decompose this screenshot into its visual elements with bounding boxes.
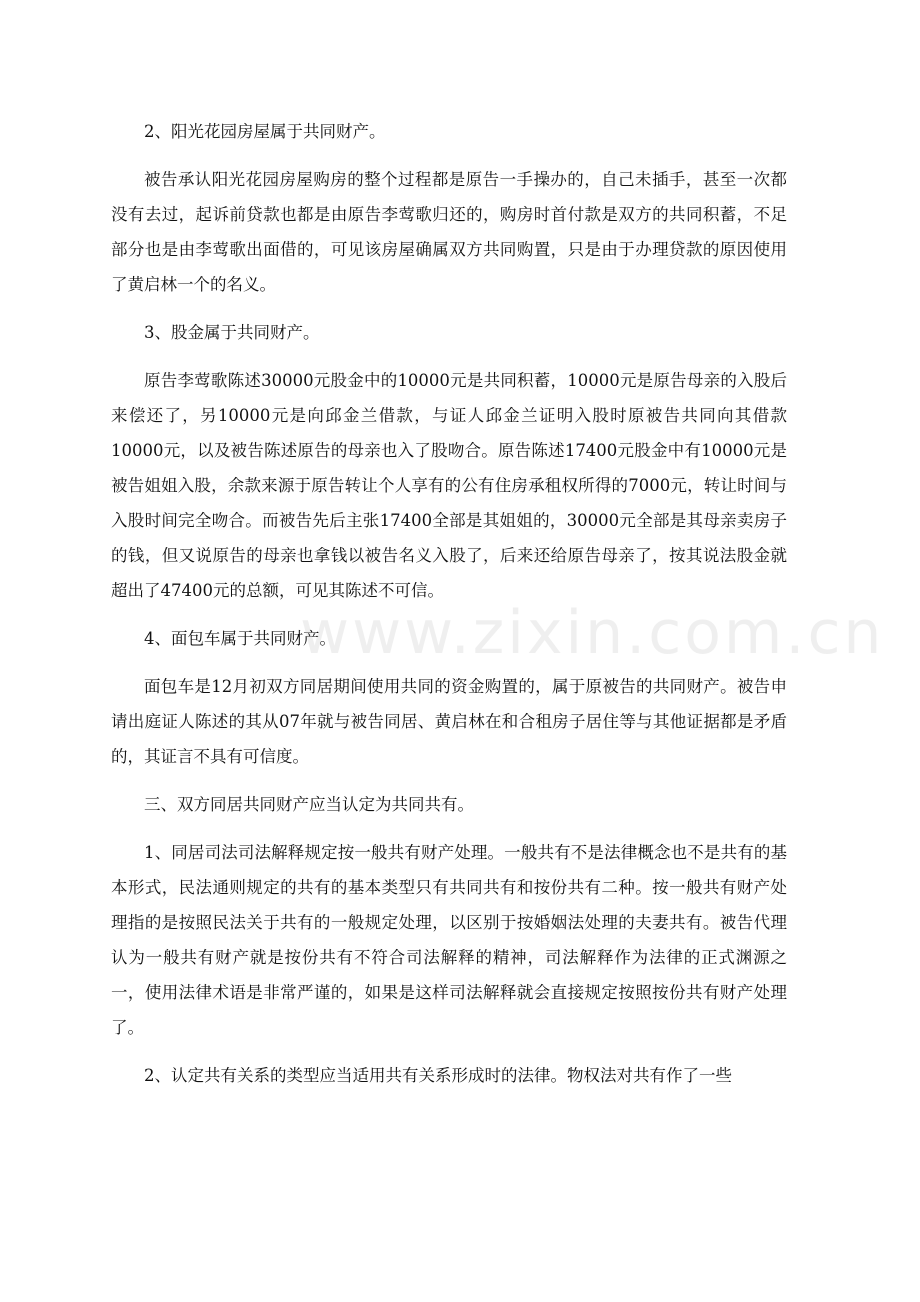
body-paragraph: 1、同居司法司法解释规定按一般共有财产处理。一般共有不是法律概念也不是共有的基本形式，民法通则规定的共有的基本类型只有共同共有和按份共有二种。按一般共有财产处理指的是按照民法关于共有的一般规定处理，以区别于按婚姻法处理的夫妻共有。被告代理认为一般共有财产就是按份共有不符合司法解释的精神，司法解释作为法律的正式渊源之一，使用法律术语是非常严谨的，如果是这样司法解释就会直接规定按照按份共有财产处理了。 xyxy=(111,843,787,1037)
body-paragraph: 2、认定共有关系的类型应当适用共有关系形成时的法律。物权法对共有作了一些 xyxy=(144,1066,732,1085)
heading-paragraph-3: 3、股金属于共同财产。 xyxy=(144,323,320,342)
heading-paragraph-4: 4、面包车属于共同财产。 xyxy=(144,629,336,648)
document-body xyxy=(111,114,787,1106)
section-heading-3: 三、双方同居共同财产应当认定为共同共有。 xyxy=(144,795,474,814)
heading-paragraph-2: 2、阳光花园房屋属于共同财产。 xyxy=(144,122,386,141)
body-paragraph: 原告李莺歌陈述30000元股金中的10000元是共同积蓄，10000元是原告母亲的入股后来偿还了，另10000元是向邱金兰借款，与证人邱金兰证明入股时原被告共同向其借款10000元，以及被告陈述原告的母亲也入了股吻合。原告陈述17400元股金中有10000元是被告姐姐入股，余款来源于原告转让个人享有的公有住房承租权所得的7000元，转让时间与入股时间完全吻合。而被告先后主张17400全部是其姐姐的，30000元全部是其母亲卖房子的钱，但又说原告的母亲也拿钱以被告名义入股了，后来还给原告母亲了，按其说法股金就超出了47400元的总额，可见其陈述不可信。 xyxy=(111,371,787,600)
body-paragraph: 面包车是12月初双方同居期间使用共同的资金购置的，属于原被告的共同财产。被告申请出庭证人陈述的其从07年就与被告同居、黄启林在和合租房子居住等与其他证据都是矛盾的，其证言不具有可信度。 xyxy=(111,677,787,766)
watermark: www.zixin.com.cn xyxy=(300,598,885,668)
body-paragraph: 被告承认阳光花园房屋购房的整个过程都是原告一手操办的，自己未插手，甚至一次都没有去过，起诉前贷款也都是由原告李莺歌归还的，购房时首付款是双方的共同积蓄，不足部分也是由李莺歌出面借的，可见该房屋确属双方共同购置，只是由于办理贷款的原因使用了黄启林一个的名义。 xyxy=(111,170,787,294)
